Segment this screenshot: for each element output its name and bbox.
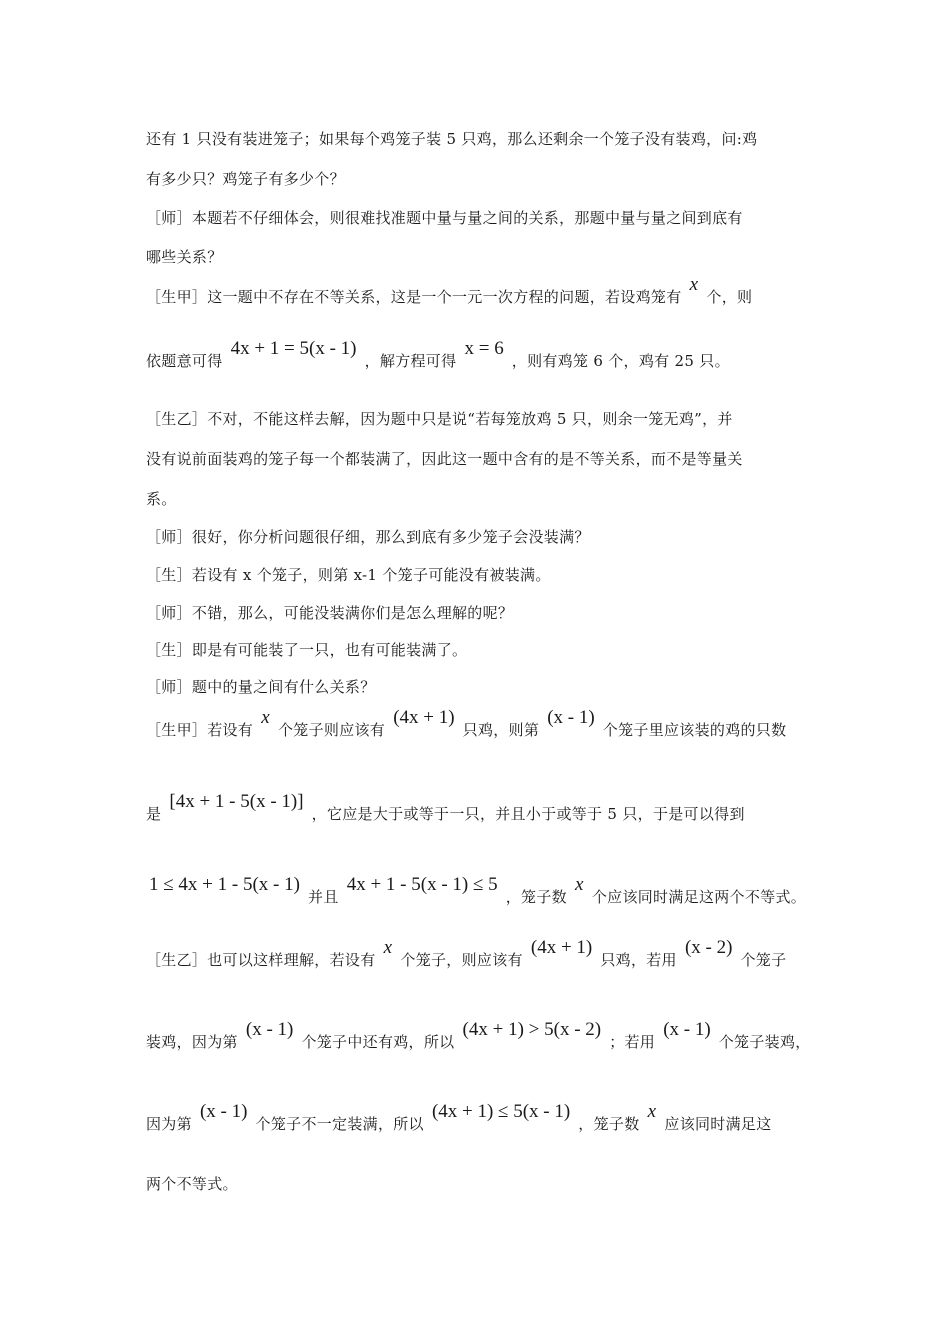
math-expression: (4x + 1) — [393, 707, 455, 728]
math-equation: x = 6 — [464, 338, 504, 359]
text: 个应该同时满足这两个不等式。 — [591, 888, 807, 906]
math-expression: [4x + 1 - 5(x - 1)] — [169, 791, 304, 812]
text: 个笼子装鸡， — [718, 1033, 811, 1051]
text-line — [146, 338, 730, 372]
text-line — [146, 408, 733, 429]
text: 个笼子则应该有 — [278, 721, 386, 739]
text-line — [146, 1173, 238, 1194]
text-line — [146, 1019, 811, 1053]
text: 个，则 — [706, 288, 753, 306]
text: ［师］本题若不仔细体会，则很难找准题中量与量之间的关系，那题中量与量之间到底有 — [146, 209, 743, 227]
text: 个笼子中还有鸡，所以 — [301, 1033, 455, 1051]
text: ；若用 — [609, 1033, 656, 1051]
text: 只鸡，则第 — [462, 721, 540, 739]
text: ，笼子数 — [578, 1115, 640, 1133]
math-variable: x — [647, 1101, 657, 1122]
text: ，解方程可得 — [364, 352, 457, 370]
text-line — [146, 937, 787, 971]
text-line — [146, 874, 807, 908]
text-line — [146, 128, 757, 149]
text: ［师］题中的量之间有什么关系？ — [146, 678, 376, 696]
text: ，笼子数 — [505, 888, 567, 906]
math-inequality: (4x + 1) > 5(x - 2) — [462, 1019, 602, 1040]
text: 有多少只？鸡笼子有多少个？ — [146, 170, 345, 188]
text: 个笼子不一定装满，所以 — [255, 1115, 424, 1133]
math-expression: (x - 1) — [547, 707, 595, 728]
math-inequality: 1 ≤ 4x + 1 - 5(x - 1) — [149, 874, 300, 895]
text: 系。 — [146, 490, 177, 508]
text: ［师］不错，那么，可能没装满你们是怎么理解的呢？ — [146, 604, 514, 622]
text: 应该同时满足这 — [664, 1115, 772, 1133]
text: 个笼子，则应该有 — [400, 951, 523, 969]
text: 因为第 — [146, 1115, 192, 1133]
math-expression: (x - 1) — [199, 1101, 248, 1122]
text-line — [146, 274, 753, 308]
math-inequality: 4x + 1 - 5(x - 1) ≤ 5 — [346, 874, 498, 895]
text: ［生乙］也可以这样理解，若设有 — [146, 951, 376, 969]
math-variable: x — [261, 707, 270, 728]
text: ，则有鸡笼 6 个，鸡有 25 只。 — [511, 352, 730, 370]
text-line — [146, 707, 787, 741]
math-equation: 4x + 1 = 5(x - 1) — [230, 338, 357, 359]
text-line — [146, 526, 590, 547]
text-line — [146, 246, 223, 267]
text: ［生乙］不对，不能这样去解，因为题中只是说“若每笼放鸡 5 只，则余一笼无鸡”，并 — [146, 410, 733, 428]
math-expression: (x - 2) — [684, 937, 733, 958]
math-variable: x — [575, 874, 584, 895]
math-expression: (4x + 1) — [530, 937, 593, 958]
text-line — [146, 564, 551, 585]
math-variable: x — [689, 274, 699, 295]
text: 是 — [146, 805, 162, 823]
text: 并且 — [308, 888, 339, 906]
text: ，它应是大于或等于一只，并且小于或等于 5 只，于是可以得到 — [311, 805, 745, 823]
text-line — [146, 676, 376, 697]
text-line — [146, 602, 513, 623]
text: 个笼子里应该装的鸡的只数 — [602, 721, 787, 739]
math-expression: (x - 1) — [663, 1019, 711, 1040]
text: 个笼子 — [740, 951, 787, 969]
math-variable: x — [383, 937, 393, 958]
text-line — [146, 639, 467, 660]
text: 没有说前面装鸡的笼子每一个都装满了，因此这一题中含有的是不等关系，而不是等量关 — [146, 450, 743, 468]
text: ［师］很好，你分析问题很仔细，那么到底有多少笼子会没装满？ — [146, 528, 590, 546]
text: 还有 1 只没有装进笼子；如果每个鸡笼子装 5 只鸡，那么还剩余一个笼子没有装鸡，问:鸡 — [146, 130, 758, 148]
text: 只鸡，若用 — [600, 951, 677, 969]
text: ［生甲］这一题中不存在不等关系，这是一个一元一次方程的问题，若设鸡笼有 — [146, 288, 682, 306]
text: ［生］若设有 x 个笼子，则第 x-1 个笼子可能没有被装满。 — [146, 566, 551, 584]
text-line — [146, 448, 743, 469]
text: ［生甲］若设有 — [146, 721, 254, 739]
text-line — [146, 207, 743, 228]
math-expression: (x - 1) — [245, 1019, 294, 1040]
math-inequality: (4x + 1) ≤ 5(x - 1) — [431, 1101, 571, 1122]
text-line — [146, 168, 345, 189]
text-line — [146, 488, 177, 509]
text: ［生］即是有可能装了一只，也有可能装满了。 — [146, 641, 468, 659]
text: 依题意可得 — [146, 352, 223, 370]
text-line — [146, 791, 745, 825]
text-line — [146, 1101, 772, 1135]
text: 两个不等式。 — [146, 1175, 238, 1193]
text: 哪些关系？ — [146, 248, 223, 266]
text: 装鸡，因为第 — [146, 1033, 238, 1051]
